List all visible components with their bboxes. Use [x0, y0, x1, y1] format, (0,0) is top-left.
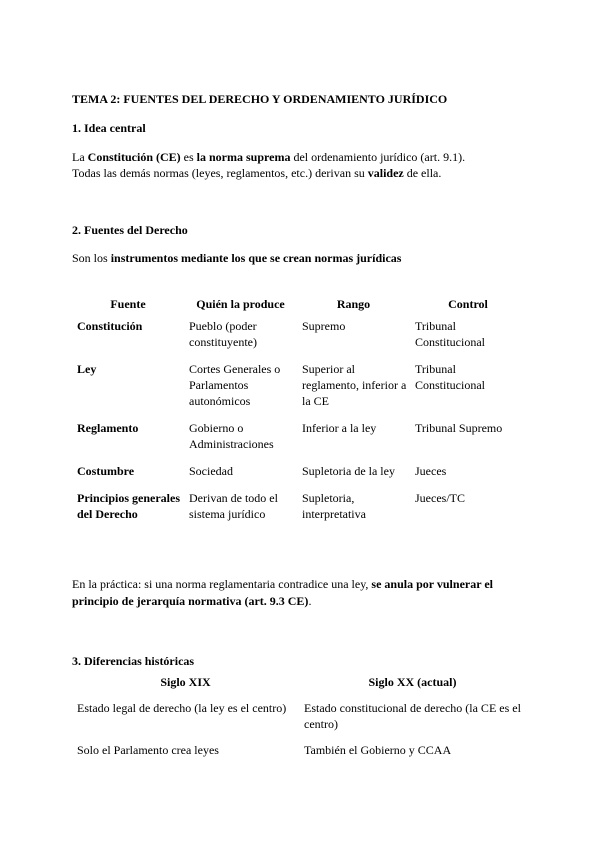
- cell-rango: Supletoria, interpretativa: [302, 491, 366, 521]
- header-siglo-xix: Siglo XIX: [160, 675, 211, 689]
- cell-quien: Pueblo (poder constituyente): [189, 319, 257, 349]
- practice-line-2: [72, 593, 311, 610]
- table-row: [72, 318, 526, 361]
- cell-quien: Sociedad: [189, 464, 233, 478]
- table-row: [72, 361, 526, 420]
- table-row: [72, 490, 526, 533]
- header-quien: Quién la produce: [196, 297, 285, 311]
- section-1-line-1: [72, 149, 465, 166]
- bold-text: Constitución (CE): [87, 150, 181, 164]
- cell-rango: Supletoria de la ley: [302, 464, 395, 478]
- text: es: [180, 150, 197, 164]
- header-rango: Rango: [336, 297, 371, 311]
- section-2-intro: [72, 250, 401, 267]
- cell-control: Tribunal Supremo: [415, 421, 503, 435]
- table-row: [72, 463, 526, 490]
- text: de ella.: [403, 166, 442, 180]
- cell-fuente: Ley: [77, 362, 97, 376]
- sources-table: [72, 296, 526, 533]
- cell-quien: Gobierno o Administraciones: [189, 421, 274, 451]
- table-row: [72, 742, 526, 768]
- cell-fuente: Constitución: [77, 319, 143, 333]
- text: .: [308, 594, 312, 608]
- text: La: [72, 150, 88, 164]
- cell-siglo-xix: Solo el Parlamento crea leyes: [77, 743, 219, 757]
- cell-control: Tribunal Constitucional: [415, 319, 485, 349]
- text: Todas las demás normas (leyes, reglamentos, etc.) derivan su: [72, 166, 368, 180]
- bold-text: la norma suprema: [196, 150, 291, 164]
- header-fuente: Fuente: [110, 297, 146, 311]
- table-header-row: [72, 674, 526, 700]
- practice-line-1: [72, 576, 493, 593]
- cell-fuente: Principios generales del Derecho: [77, 491, 180, 521]
- cell-fuente: Reglamento: [77, 421, 139, 435]
- cell-siglo-xx: También el Gobierno y CCAA: [304, 743, 452, 757]
- cell-siglo-xx: Estado constitucional de derecho (la CE es el centro): [304, 701, 521, 731]
- cell-control: Jueces/TC: [415, 491, 465, 505]
- page-title: TEMA 2: FUENTES DEL DERECHO Y ORDENAMIENTO JURÍDICO: [72, 92, 448, 106]
- section-2-heading: 2. Fuentes del Derecho: [72, 223, 188, 237]
- section-3-heading: 3. Diferencias históricas: [72, 654, 195, 668]
- section-1-heading: 1. Idea central: [72, 121, 146, 135]
- bold-text: principio de jerarquía normativa (art. 9.3 CE): [72, 594, 309, 608]
- bold-text: se anula por vulnerar el: [371, 577, 493, 591]
- cell-quien: Derivan de todo el sistema jurídico: [189, 491, 278, 521]
- bold-text: validez: [367, 166, 404, 180]
- cell-rango: Supremo: [302, 319, 346, 333]
- section-1-line-2: [72, 165, 441, 182]
- header-siglo-xx: Siglo XX (actual): [368, 675, 457, 689]
- text: del ordenamiento jurídico (art. 9.1).: [290, 150, 466, 164]
- cell-control: Tribunal Constitucional: [415, 362, 485, 392]
- header-control: Control: [448, 297, 488, 311]
- cell-quien: Cortes Generales o Parlamentos autonómicos: [189, 362, 281, 408]
- bold-text: instrumentos mediante los que se crean normas jurídicas: [110, 251, 402, 265]
- cell-fuente: Costumbre: [77, 464, 135, 478]
- table-row: [72, 700, 526, 742]
- history-table: [72, 674, 526, 768]
- cell-control: Jueces: [415, 464, 447, 478]
- cell-rango: Inferior a la ley: [302, 421, 377, 435]
- table-row: [72, 420, 526, 463]
- table-header-row: [72, 296, 526, 318]
- text: En la práctica: si una norma reglamentaria contradice una ley,: [72, 577, 372, 591]
- cell-rango: Superior al reglamento, inferior a la CE: [302, 362, 407, 408]
- cell-siglo-xix: Estado legal de derecho (la ley es el centro): [77, 701, 287, 715]
- text: Son los: [72, 251, 111, 265]
